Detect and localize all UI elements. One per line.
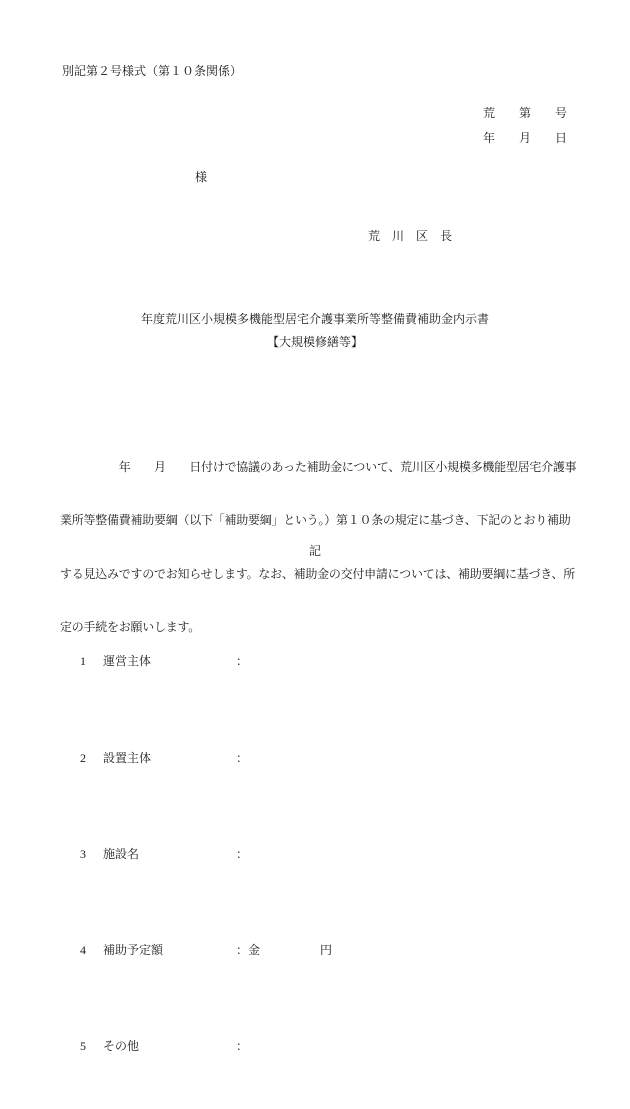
item-number: 5 (80, 1039, 86, 1054)
item-number: 2 (80, 750, 86, 765)
item-number: 1 (80, 654, 86, 669)
item-value: ： (236, 654, 249, 669)
list-item (62, 1013, 332, 1081)
document-title: 年度荒川区小規模多機能型居宅介護事業所等整備費補助金内示書 (140, 312, 489, 326)
date-line: 年 月 日 (483, 131, 568, 145)
body-line-3: する見込みですのでお知らせします。なお、補助金の交付申請については、補助要綱に基づき、所 (60, 566, 575, 581)
item-number: 4 (80, 943, 86, 958)
item-value: ：金 円 (236, 943, 333, 958)
item-value: ： (236, 750, 249, 765)
item-label: 施設名 (103, 846, 140, 861)
item-number: 3 (80, 846, 86, 861)
form-number-label: 別記第２号様式（第１０条関係） (62, 64, 243, 78)
body-line-4: 定の手続をお願いします。 (60, 619, 201, 634)
item-label: 運営主体 (103, 654, 152, 669)
item-label: その他 (103, 1039, 140, 1054)
list-item (62, 820, 332, 888)
record-marker: 記 (308, 544, 321, 558)
item-value: ： (236, 1039, 249, 1054)
sender-title: 荒 川 区 長 (368, 229, 453, 243)
document-subtitle: 【大規模修繕等】 (266, 335, 363, 349)
item-label: 設置主体 (103, 750, 152, 765)
item-list (62, 599, 332, 1109)
item-label: 補助予定額 (103, 943, 164, 958)
list-item (62, 724, 332, 792)
body-line-1: 年 月 日付けで協議のあった補助金について、荒川区小規模多機能型居宅介護事 (60, 459, 577, 474)
list-item (62, 917, 332, 985)
body-line-2: 業所等整備費補助要綱（以下「補助要綱」という。）第１０条の規定に基づき、下記のとおり補助 (60, 513, 571, 528)
item-value: ： (236, 846, 249, 861)
document-number-line: 荒 第 号 (483, 106, 568, 120)
recipient-honorific: 様 (195, 170, 208, 184)
list-item (62, 628, 332, 696)
